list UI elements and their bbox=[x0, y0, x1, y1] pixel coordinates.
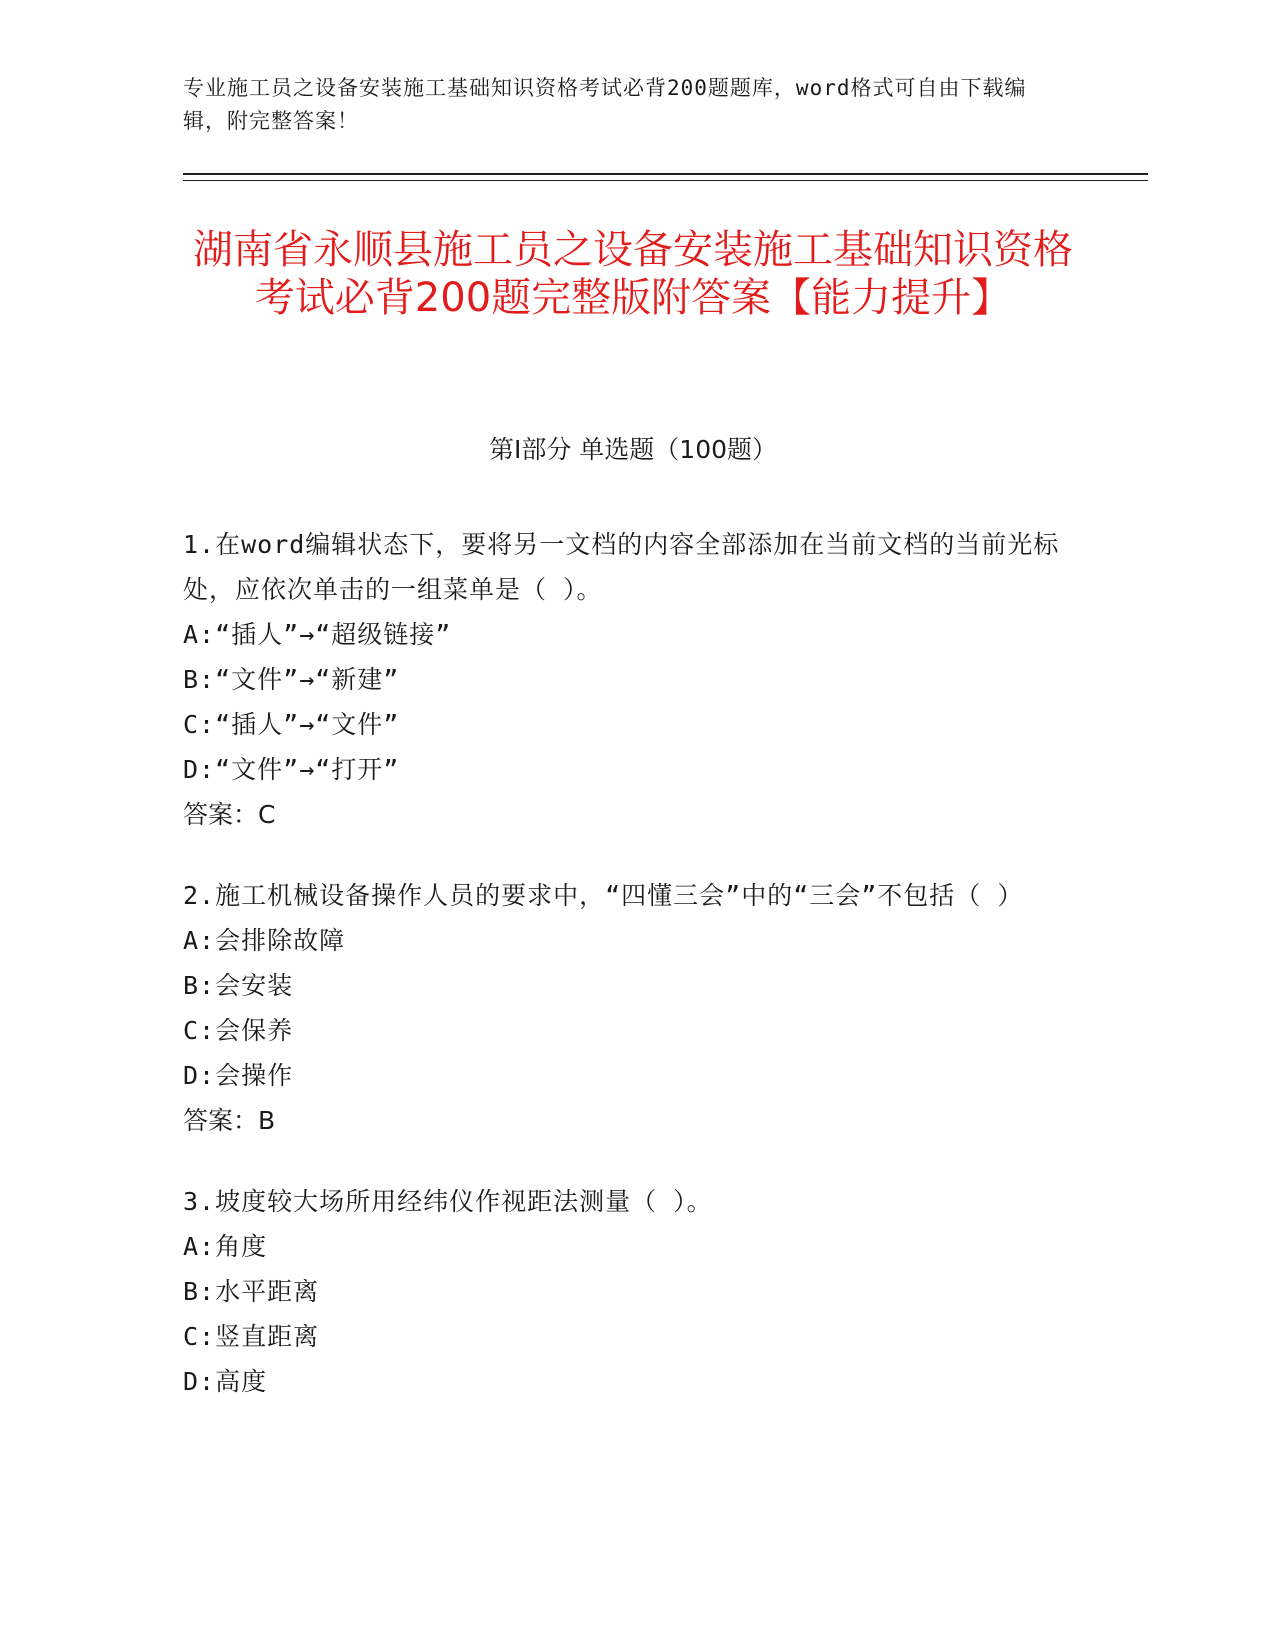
option-b: B:水平距离 bbox=[183, 1277, 320, 1306]
option-d: D:“文件”→“打开” bbox=[183, 755, 400, 784]
document-header: 专业施工员之设备安装施工基础知识资格考试必背200题题库，word格式可自由下载编辑，附完整答案！ bbox=[183, 76, 1027, 133]
header-rule-thin bbox=[183, 180, 1148, 181]
option-b: B:“文件”→“新建” bbox=[183, 665, 400, 694]
question-stem: 1.在word编辑状态下，要将另一文档的内容全部添加在当前文档的当前光标处，应依次单击的一组菜单是（ ）。 bbox=[183, 530, 1060, 604]
option-c: C:“插人”→“文件” bbox=[183, 710, 400, 739]
option-a: A:“插人”→“超级链接” bbox=[183, 620, 452, 649]
header-rule-thick bbox=[183, 173, 1148, 175]
option-d: D:会操作 bbox=[183, 1061, 294, 1090]
section-heading: 第I部分 单选题（100题） bbox=[488, 435, 778, 464]
question-stem: 2.施工机械设备操作人员的要求中，“四懂三会”中的“三会”不包括（ ） bbox=[183, 881, 1024, 910]
question-2 bbox=[183, 873, 1063, 1143]
question-3 bbox=[183, 1179, 1063, 1404]
document-title: 湖南省永顺县施工员之设备安装施工基础知识资格考试必背200题完整版附答案【能力提升】 bbox=[193, 227, 1073, 321]
option-b: B:会安装 bbox=[183, 971, 294, 1000]
option-a: A:会排除故障 bbox=[183, 926, 346, 955]
option-c: C:会保养 bbox=[183, 1016, 294, 1045]
question-1 bbox=[183, 522, 1063, 837]
option-a: A:角度 bbox=[183, 1232, 268, 1261]
answer: 答案：B bbox=[183, 1106, 276, 1135]
option-c: C:竖直距离 bbox=[183, 1322, 320, 1351]
question-stem: 3.坡度较大场所用经纬仪作视距法测量（ ）。 bbox=[183, 1187, 713, 1216]
question-list bbox=[183, 522, 1063, 1440]
answer: 答案：C bbox=[183, 800, 276, 829]
option-d: D:高度 bbox=[183, 1367, 268, 1396]
